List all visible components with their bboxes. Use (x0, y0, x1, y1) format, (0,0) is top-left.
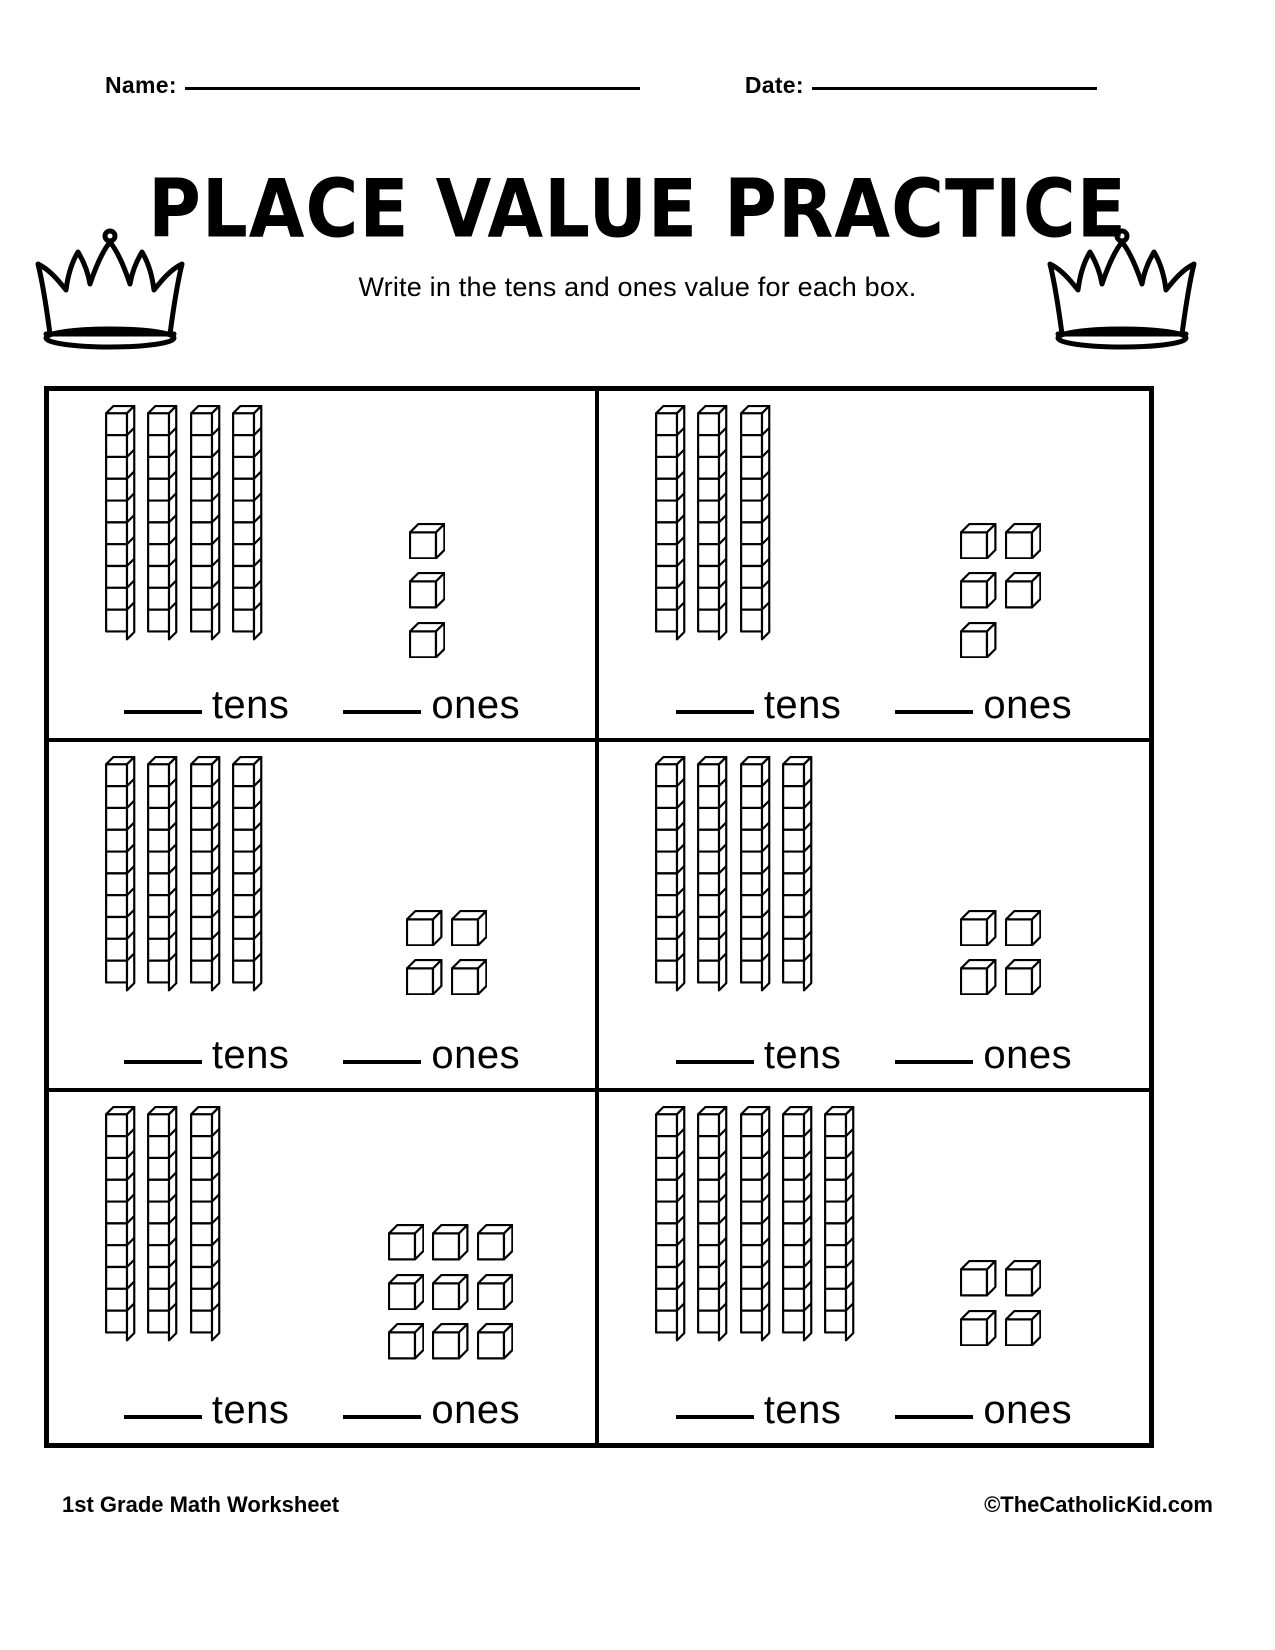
ten-rod (190, 756, 222, 1000)
problem-cell (49, 391, 599, 742)
one-cube (388, 1224, 424, 1265)
tens-answer-blank[interactable] (676, 1060, 754, 1064)
ten-rod (740, 756, 772, 1000)
ten-rod (147, 405, 179, 649)
one-cube (388, 1274, 424, 1315)
one-cube (960, 910, 996, 951)
one-cube (409, 622, 445, 663)
ones-answer-blank[interactable] (343, 1415, 421, 1419)
tens-rods-group (105, 756, 264, 1000)
problem-cell (49, 742, 599, 1093)
tens-label: tens (211, 1033, 290, 1078)
problem-cell (599, 391, 1149, 742)
problems-grid (44, 386, 1154, 1448)
one-cube (409, 523, 445, 564)
date-label: Date: (744, 72, 804, 98)
ten-rod (232, 405, 264, 649)
one-cube (432, 1224, 468, 1265)
one-cube (1005, 572, 1041, 613)
ones-answer-blank[interactable] (343, 1060, 421, 1064)
date-input-line[interactable] (812, 87, 1097, 90)
base-ten-blocks (49, 1100, 595, 1350)
tens-rods-group (655, 1106, 857, 1350)
tens-answer-blank[interactable] (676, 710, 754, 714)
one-cube (960, 1310, 996, 1351)
answer-line (49, 683, 595, 728)
tens-label: tens (763, 1387, 842, 1432)
ten-rod (697, 405, 729, 649)
ten-rod (740, 405, 772, 649)
ones-cubes-group (409, 523, 445, 663)
problem-cell (49, 1092, 599, 1443)
ten-rod (655, 1106, 687, 1350)
ones-answer-blank[interactable] (895, 1415, 973, 1419)
tens-answer-blank[interactable] (124, 1415, 202, 1419)
ten-rod (147, 756, 179, 1000)
footer-site-credit: ©TheCatholicKid.com (984, 1492, 1213, 1517)
one-cube (960, 959, 996, 1000)
ones-label: ones (431, 1387, 521, 1432)
tens-rods-group (105, 1106, 222, 1350)
one-cube (432, 1274, 468, 1315)
one-cube (1005, 910, 1041, 951)
one-cube (406, 910, 442, 951)
name-label: Name: (105, 72, 177, 98)
answer-line (599, 1388, 1149, 1433)
ones-label: ones (983, 682, 1073, 727)
one-cube (1005, 523, 1041, 564)
base-ten-blocks (599, 399, 1149, 649)
ones-cubes-group (960, 523, 1041, 663)
tens-label: tens (763, 682, 842, 727)
one-cube (432, 1323, 468, 1364)
ten-rod (782, 1106, 814, 1350)
ten-rod (232, 756, 264, 1000)
ten-rod (740, 1106, 772, 1350)
one-cube (477, 1323, 513, 1364)
one-cube (451, 959, 487, 1000)
one-cube (406, 959, 442, 1000)
tens-label: tens (211, 682, 290, 727)
one-cube (1005, 959, 1041, 1000)
one-cube (388, 1323, 424, 1364)
ten-rod (655, 756, 687, 1000)
ten-rod (824, 1106, 856, 1350)
one-cube (409, 572, 445, 613)
answer-line (49, 1388, 595, 1433)
problem-cell (599, 742, 1149, 1093)
one-cube (1005, 1260, 1041, 1301)
ten-rod (105, 1106, 137, 1350)
ones-cubes-group (960, 1260, 1041, 1351)
answer-line (599, 1033, 1149, 1078)
one-cube (960, 622, 996, 663)
tens-rods-group (655, 756, 814, 1000)
ones-cubes-group (388, 1224, 513, 1364)
ten-rod (655, 405, 687, 649)
tens-rods-group (105, 405, 264, 649)
ones-label: ones (431, 1033, 521, 1078)
answer-line (49, 1033, 595, 1078)
ten-rod (697, 756, 729, 1000)
one-cube (477, 1274, 513, 1315)
name-date-row (105, 72, 1170, 99)
problem-cell (599, 1092, 1149, 1443)
ten-rod (147, 1106, 179, 1350)
one-cube (960, 1260, 996, 1301)
tens-label: tens (211, 1387, 290, 1432)
page-subtitle: Write in the tens and ones value for each box. (358, 272, 917, 302)
tens-rods-group (655, 405, 772, 649)
base-ten-blocks (49, 750, 595, 1000)
ones-label: ones (431, 682, 521, 727)
one-cube (477, 1224, 513, 1265)
ones-cubes-group (960, 910, 1041, 1001)
ones-answer-blank[interactable] (895, 710, 973, 714)
base-ten-blocks (599, 1100, 1149, 1350)
tens-answer-blank[interactable] (124, 1060, 202, 1064)
base-ten-blocks (599, 750, 1149, 1000)
one-cube (451, 910, 487, 951)
crown-icon (1040, 222, 1205, 357)
answer-line (599, 683, 1149, 728)
ten-rod (105, 756, 137, 1000)
ten-rod (190, 405, 222, 649)
one-cube (1005, 1310, 1041, 1351)
ten-rod (190, 1106, 222, 1350)
ones-label: ones (983, 1387, 1073, 1432)
tens-answer-blank[interactable] (124, 710, 202, 714)
ten-rod (697, 1106, 729, 1350)
ten-rod (105, 405, 137, 649)
base-ten-blocks (49, 399, 595, 649)
one-cube (960, 572, 996, 613)
one-cube (960, 523, 996, 564)
footer-worksheet-label: 1st Grade Math Worksheet (62, 1492, 340, 1517)
ones-label: ones (983, 1033, 1073, 1078)
name-input-line[interactable] (185, 87, 640, 90)
tens-label: tens (763, 1033, 842, 1078)
ten-rod (782, 756, 814, 1000)
page-title: PLACE VALUE PRACTICE (148, 161, 1127, 256)
tens-answer-blank[interactable] (676, 1415, 754, 1419)
ones-answer-blank[interactable] (895, 1060, 973, 1064)
ones-answer-blank[interactable] (343, 710, 421, 714)
crown-icon (28, 222, 193, 357)
ones-cubes-group (406, 910, 487, 1001)
